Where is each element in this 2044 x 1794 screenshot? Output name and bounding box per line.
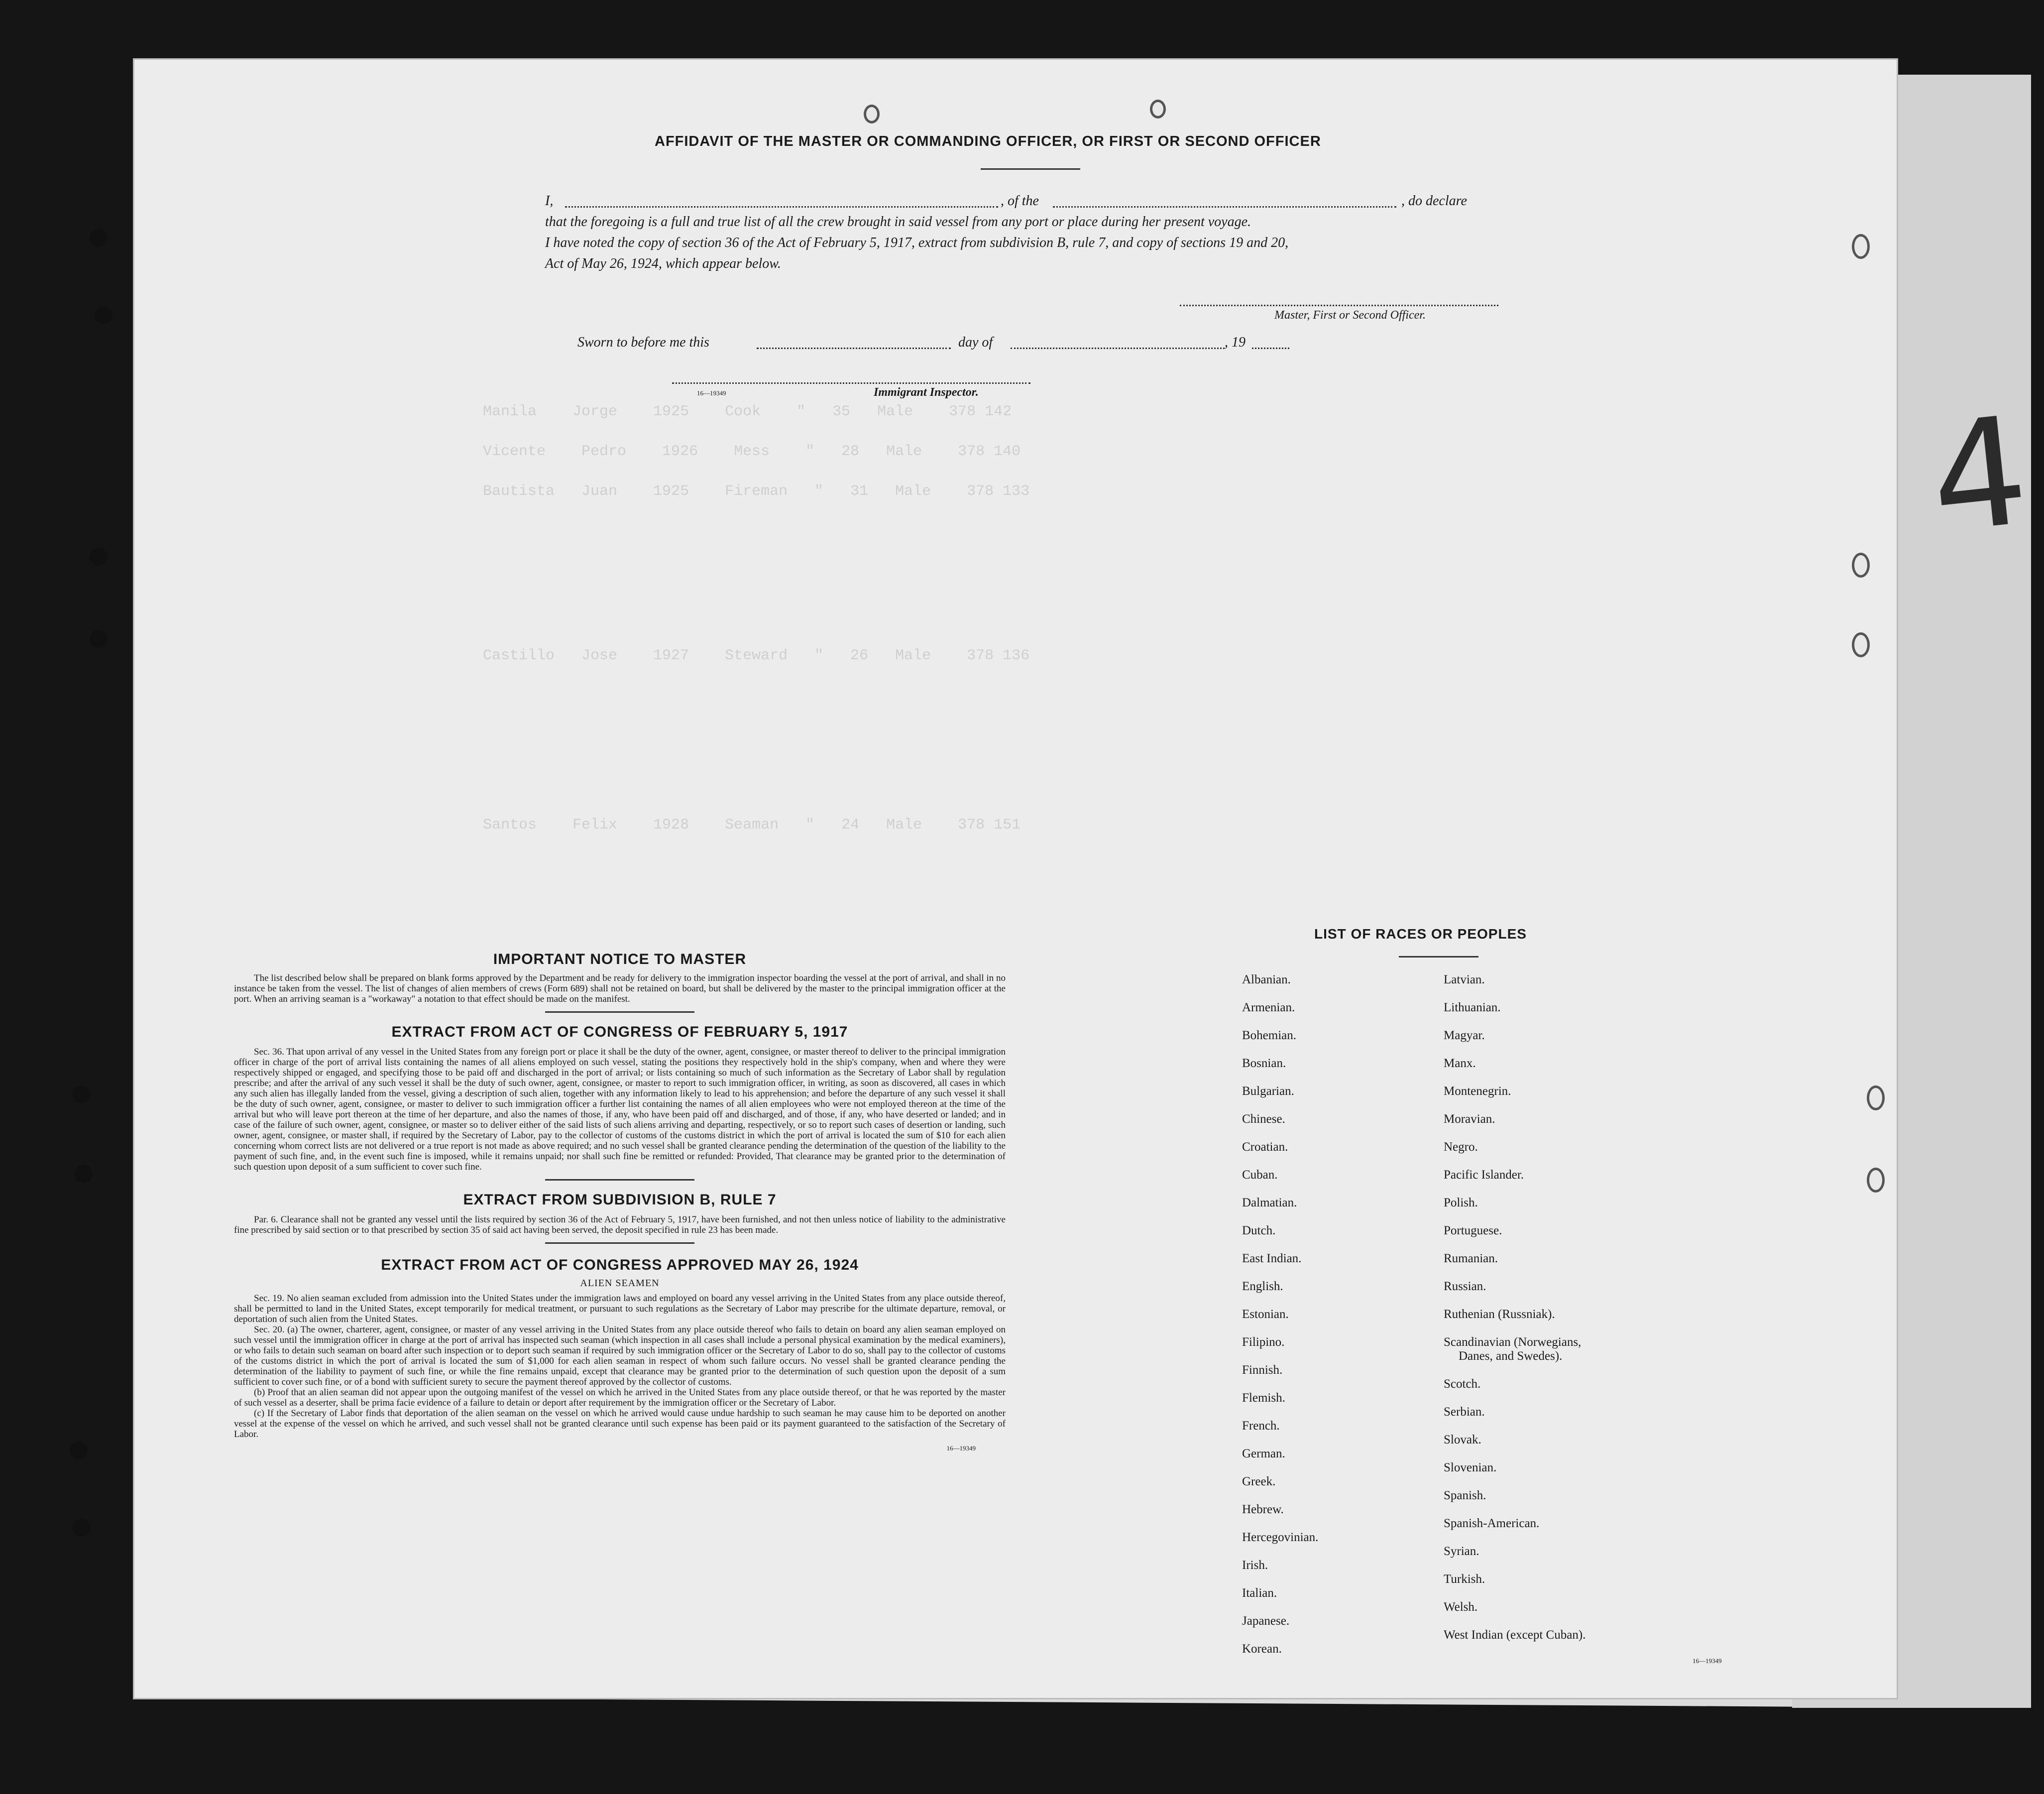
punch-hole bbox=[1150, 100, 1166, 119]
race-item: Croatian. bbox=[1242, 1140, 1288, 1154]
divider bbox=[545, 1179, 694, 1181]
race-item: Finnish. bbox=[1242, 1363, 1283, 1377]
punch-hole bbox=[1852, 553, 1870, 578]
race-item: Cuban. bbox=[1242, 1168, 1278, 1182]
race-item: Welsh. bbox=[1444, 1600, 1478, 1614]
extract-1917-title: EXTRACT FROM ACT OF CONGRESS OF FEBRUARY 5, 1917 bbox=[391, 1024, 848, 1040]
notice-title: IMPORTANT NOTICE TO MASTER bbox=[493, 951, 747, 967]
extract-1917-body: Sec. 36. That upon arrival of any vessel in the United States from any foreign port or place it shall be the duty of the owner, agent, consignee, or master thereof to deliver to the principal immigration officer in charge of the port of arrival lists containing the names of all aliens employed on such vessel, stating the positions they respectively hold in the ship's company, when and where they were respectively shipped or engaged, and specifying those to be paid off and discharged in the port of arrival; or lists containing so much of such information as the Secretary of Labor shall by regulation prescribe; and after the arrival of any such vessel it shall be the duty of such owner, agent, consignee, or master to report to such immigration officer, in writing, as soon as discovered, all cases in which any such alien has illegally landed from the vessel, giving a description of such alien, together with any information likely to lead to his apprehension; and before the departure of any such vessel it shall be the duty of such owner, agent, consignee, or master to deliver to such immigration officer a further list containing the names of all alien employees who were not employed thereon at the time of the arrival but who will leave port thereon at the time of her departure, and also the names of those, if any, who have been paid off and discharged, and of those, if any, who have deserted or landed; and in case of the failure of such owner, agent, consignee, or master so to deliver either of the said lists of such aliens arriving and departing, respectively, or so to report such cases of desertion or landing, such owner, agent, consignee, or master shall, if required by the Secretary of Labor, pay to the collector of customs of the customs district in which the port of arrival is located the sum of $10 for each alien concerning whom correct lists are not delivered or a true report is not made as above required; and no such vessel shall be granted clearance pending the determination of the question of the liability to the payment of such fine, and, in the event such fine is imposed, while it remains unpaid; nor shall such fine be remitted or refunded: Provided, That clearance may be granted prior to the determination of such question upon deposit of a sum sufficient to cover such fine. bbox=[234, 1047, 1006, 1172]
inspector-label: Immigrant Inspector. bbox=[874, 386, 979, 399]
race-item: Filipino. bbox=[1242, 1335, 1285, 1349]
form-number: 16—19349 bbox=[697, 389, 726, 397]
race-item: East Indian. bbox=[1242, 1252, 1302, 1265]
sworn-label: Sworn to before me this bbox=[577, 335, 709, 350]
sec20a-body: Sec. 20. (a) The owner, charterer, agent, consignee, or master of any vessel arriving in the United States from any place outside thereof who fails to detain on board any alien seaman employed on such vessel until the immigration officer in charge at the port of arrival has inspected such seaman (which inspection in all cases shall include a personal physical examination by the medical examiners), or who fails to detain such seaman on board after such inspection or to deport such seaman if required by such immigration officer or the Secretary of Labor to do so, shall pay to the collector of customs of the customs district in which the port of arrival is located the sum of $1,000 for each alien seaman in respect of whom such failure occurs. No vessel shall be granted clearance pending the determination of the liability to payment of such fine, or while the fine remains unpaid, except that clearance may be granted prior to the determination of such question upon the deposit of a sum sufficient to cover such fine, or of a bond with sufficient surety to secure the payment thereof approved by the collector of customs. bbox=[234, 1324, 1006, 1387]
race-item: Dutch. bbox=[1242, 1224, 1276, 1237]
race-item: Scotch. bbox=[1444, 1377, 1481, 1391]
race-item: Moravian. bbox=[1444, 1112, 1495, 1126]
race-item: Scandinavian (Norwegians, bbox=[1444, 1335, 1582, 1349]
extract-1924-title: EXTRACT FROM ACT OF CONGRESS APPROVED MAY 26, 1924 bbox=[381, 1257, 859, 1273]
punch-hole bbox=[1852, 234, 1870, 259]
signature-label: Master, First or Second Officer. bbox=[1274, 309, 1426, 322]
race-item: Estonian. bbox=[1242, 1308, 1289, 1321]
sworn-year-field[interactable] bbox=[1252, 348, 1289, 349]
race-item: Slovak. bbox=[1444, 1433, 1481, 1446]
race-item: Japanese. bbox=[1242, 1614, 1290, 1628]
binder-hole bbox=[72, 1085, 90, 1103]
race-item: Portuguese. bbox=[1444, 1224, 1502, 1237]
race-item: Italian. bbox=[1242, 1586, 1277, 1600]
races-left-column bbox=[1242, 966, 1318, 1663]
notice-body: The list described below shall be prepared on blank forms approved by the Department and be ready for delivery to the immigration inspector boarding the vessel at the port of arrival, and shall in no instance be taken from the vessel. The list of changes of alien members of crews (Form 689) shall not be retained on board, but shall be delivered by the master to the principal immigration officer at the port. When an arriving seaman is a "workaway" a notation to that effect should be made on the manifest. bbox=[234, 973, 1006, 1004]
divider bbox=[545, 1011, 694, 1013]
race-item: Rumanian. bbox=[1444, 1252, 1498, 1265]
form-number: 16—19349 bbox=[946, 1444, 976, 1452]
signature-field[interactable] bbox=[1180, 305, 1498, 306]
race-item: Montenegrin. bbox=[1444, 1084, 1511, 1098]
sec20c-body: (c) If the Secretary of Labor finds that deportation of the alien seaman on the vessel on which he arrived would cause undue hardship to such seaman he may cause him to be deported on another vessel at the expense of the vessel on which he arrived, and such vessel shall not be granted clearance until such expense has been paid or its payment guaranteed to the satisfaction of the Secretary of Labor. bbox=[234, 1408, 1006, 1439]
race-item: Serbian. bbox=[1444, 1405, 1485, 1419]
race-item: German. bbox=[1242, 1447, 1285, 1460]
subdivision-b-body: Par. 6. Clearance shall not be granted any vessel until the lists required by section 36 of the Act of February 5, 1917, have been furnished, and not then unless notice of liability to the administrative fine prescribed by said section or to that prescribed by section 35 of said act having been served, the deposit specified in rule 23 has been made. bbox=[234, 1214, 1006, 1235]
race-item: Polish. bbox=[1444, 1196, 1478, 1209]
race-item: Flemish. bbox=[1242, 1391, 1285, 1405]
binder-hole bbox=[90, 630, 108, 648]
race-item: Hebrew. bbox=[1242, 1503, 1284, 1516]
subdivision-b-title: EXTRACT FROM SUBDIVISION B, RULE 7 bbox=[463, 1192, 777, 1208]
divider bbox=[1399, 956, 1478, 957]
affidavit-line1 bbox=[545, 193, 1521, 213]
document-page: Manila Jorge 1925 Cook " 35 Male 378 142 Vicente Pedro 1926 Mess " 28 Male 378 140 Bautista Juan 1925 Fireman " 31 Male 378 133 Castillo Jose 1927 Steward " 26 Male 378 136 Santos Felix 1928 Seaman " 24 Male 378 151 AFFIDAVIT OF THE MASTER OR COMMANDING OFFICER, OR FIRST OR SECOND OFFICER I, , of the , do declare that the foregoing is a full and true list of all the crew brought in said vessel from any port or place during her present voyage. I have noted the copy of section 36 of the Act of February 5, 1917, extract from subdivision B, rule 7, and copy of sections 19 and 20, Act of May 26, 1924, which appear below. Master, First or Second Officer. Sworn to before me this day of , 19 16—19349 Immigrant Inspector. IMPORTANT NOTICE TO MASTER The list described below shall be prepared on blank forms approved by the Department and be ready for delivery to the immigration inspector boarding the vessel at the port of arrival, and shall in no instance be taken from the vessel. The list of changes of alien members of crews (Form 689) shall not be retained on board, but shall be delivered by the master to the principal immigration officer at the port. When an arriving seaman is a "workaway" a notation to that effect should be made on the manifest. EXTRACT FROM ACT OF CONGRESS OF FEBRUARY 5, 1917 Sec. 36. That upon arrival of any vessel in the United States from any foreign port or place it shall be the duty of the owner, agent, consignee, or master thereof to deliver to the principal immigration officer in charge of the port of arrival lists containing the names of all aliens employed on such vessel, stating the positions they respectively hold in the ship's company, when and where they were respectively shipped or engaged, and specifying those to be paid off and discharged in the port of arrival; or lists containing so much of such information as the Secretary of Labor shall by regulation prescribe; and after the arrival of any such vessel it shall be the duty of such owner, agent, consignee, or master to report to such immigration officer, in writing, as soon as discovered, all cases in which any such alien has illegally landed from the vessel, giving a description of such alien, together with any information likely to lead to his apprehension; and before the departure of any such vessel it shall be the duty of such owner, agent, consignee, or master to deliver to such immigration officer a further list containing the names of all alien employees who were not employed thereon at the time of the arrival but who will leave port thereon at the time of her departure, and also the names of those, if any, who have been paid off and discharged, and of those, if any, who have deserted or landed; and in case of the failure of such owner, agent, consignee, or master so to deliver either of the said lists of such aliens arriving and departing, respectively, or so to report such cases of desertion or landing, such owner, agent, consignee, or master shall, if required by the Secretary of Labor, pay to the collector of customs of the customs district in which the port of arrival is located the sum of $10 for each alien concerning whom correct lists are not delivered or a true report is not made as above required; and no such vessel shall be granted clearance pending the determination of the question of the liability to the payment of such fine, and, in the event such fine is imposed, while it remains unpaid; nor shall such fine be remitted or refunded: Provided, That clearance may be granted prior to the determination of such question upon deposit of a sum sufficient to cover such fine. EXTRACT FROM SUBDIVISION B, RULE 7 Par. 6. Clearance shall not be granted any vessel until the lists required by section 36 of the Act of February 5, 1917, have been furnished, and not then unless notice of liability to the administrative fine prescribed by said section or to that prescribed by section 35 of said act having been served, the deposit specified in rule 23 has been made. EXTRACT FROM ACT OF CONGRESS APPROVED MAY 26, 1924 ALIEN SEAMEN Sec. 19. No alien seaman excluded from admission into the United States under the immigration laws and employed on board any vessel arriving in the United States from any place outside thereof, shall be permitted to land in the United States, except temporarily for medical treatment, or pursuant to such regulations as the Secretary of Labor may prescribe for the ultimate departure, removal, or deportation of such alien from the United States. Sec. 20. (a) The owner, charterer, agent, consignee, or master of any vessel arriving in the United States from any place outside thereof who fails to detain on board any alien seaman employed on such vessel until the immigration officer in charge at the port of arrival has inspected such seaman (which inspection in all cases shall include a personal physical examination by the medical examiners), or who fails to detain such seaman on board after such inspection or to deport such seaman if required by such immigration officer or the Secretary of Labor to do so, shall pay to the collector of customs of the customs district in which the port of arrival is located the sum of $1,000 for each alien seaman in respect of whom such failure occurs. No vessel shall be granted clearance pending the determination of the liability to payment of such fine, or while the fine remains unpaid, except that clearance may be granted prior to the determination of such question upon the deposit of a sum sufficient to cover such fine, or of a bond with sufficient surety to secure the payment thereof approved by the collector of customs. (b) Proof that an alien seaman did not appear upon the outgoing manifest of the vessel on which he arrived in the United States from any place outside thereof, or that he was reported by the master of such vessel as a deserter, shall be prima facie evidence of a failure to detain or deport after requirement by the immigration officer or the Secretary of Labor. (c) If the Secretary of Labor finds that deportation of the alien seaman on the vessel on which he arrived would cause undue hardship to such seaman he may cause him to be deported on another vessel at the expense of the vessel on which he arrived, and such vessel shall not be granted clearance until such expense has been paid or its payment guaranteed to the satisfaction of the Secretary of Labor. 16—19349 LIST OF RACES OR PEOPLES Albanian. Armenian. Bohemian. Bosnian. Bulgarian. Chinese. Croatian. Cuban. Dalmatian. Dutch. East Indian. English. Estonian. Filipino. Finnish. Flemish. French. German. Greek. Hebrew. Hercegovinian. Irish. Italian. Japanese. Korean. Latvian. Lithuanian. Magyar. Manx. Montenegrin. Moravian. Negro. Pacific Islander. Polish. Portuguese. Rumanian. Russian. Ruthenian (Russniak). Scandinavian (Norwegians, Danes, and Swedes). Scotch. Serbian. Slovak. Slovenian. Spanish. Spanish-American. Syrian. Turkish. Welsh. West Indian (except Cuban). 16—19349 bbox=[134, 60, 1897, 1698]
race-item: Syrian. bbox=[1444, 1545, 1479, 1558]
race-item: Russian. bbox=[1444, 1280, 1486, 1293]
race-item: Spanish-American. bbox=[1444, 1517, 1540, 1530]
race-item: Bosnian. bbox=[1242, 1057, 1286, 1070]
i-label: I, bbox=[545, 193, 554, 209]
race-item: Spanish. bbox=[1444, 1489, 1486, 1502]
race-item: Danes, and Swedes). bbox=[1459, 1349, 1563, 1363]
race-item: Pacific Islander. bbox=[1444, 1168, 1524, 1182]
binder-hole bbox=[70, 1441, 88, 1459]
affidavit-line4: Act of May 26, 1924, which appear below. bbox=[545, 256, 781, 271]
race-item: Negro. bbox=[1444, 1140, 1478, 1154]
day-of-label: day of bbox=[958, 335, 993, 350]
race-item: Albanian. bbox=[1242, 973, 1291, 986]
races-title: LIST OF RACES OR PEOPLES bbox=[1314, 926, 1527, 942]
binder-hole bbox=[90, 229, 108, 247]
race-item: Latvian. bbox=[1444, 973, 1485, 986]
race-item: West Indian (except Cuban). bbox=[1444, 1628, 1586, 1642]
race-item: Irish. bbox=[1242, 1558, 1268, 1572]
vessel-field[interactable] bbox=[1053, 206, 1396, 208]
divider bbox=[981, 168, 1080, 170]
do-declare-label: , do declare bbox=[1401, 193, 1467, 209]
race-item: Slovenian. bbox=[1444, 1461, 1497, 1474]
race-item: Magyar. bbox=[1444, 1029, 1485, 1042]
race-item: French. bbox=[1242, 1419, 1280, 1433]
race-item: Korean. bbox=[1242, 1642, 1282, 1656]
punch-hole bbox=[1867, 1168, 1885, 1193]
race-item: Turkish. bbox=[1444, 1572, 1485, 1586]
race-item: Lithuanian. bbox=[1444, 1001, 1501, 1014]
sworn-month-field[interactable] bbox=[1011, 348, 1225, 349]
pencil-mark: 4 bbox=[1923, 383, 2036, 567]
punch-hole bbox=[1852, 632, 1870, 657]
name-field[interactable] bbox=[565, 206, 998, 208]
binder-hole bbox=[72, 1519, 90, 1537]
sworn-day-field[interactable] bbox=[757, 348, 951, 349]
affidavit-line3: I have noted the copy of section 36 of the Act of February 5, 1917, extract from subdivision B, rule 7, and copy of sections 19 and 20, bbox=[545, 235, 1289, 250]
race-item: Greek. bbox=[1242, 1475, 1276, 1488]
race-item: Dalmatian. bbox=[1242, 1196, 1297, 1209]
punch-hole bbox=[864, 105, 880, 123]
inspector-signature-field[interactable] bbox=[672, 382, 1030, 384]
year-label: , 19 bbox=[1225, 335, 1246, 350]
binder-hole bbox=[75, 1165, 93, 1183]
sec20b-body: (b) Proof that an alien seaman did not appear upon the outgoing manifest of the vessel on which he arrived in the United States from any place outside thereof, or that he was reported by the master of such vessel as a deserter, shall be prima facie evidence of a failure to detain or deport after requirement by the immigration officer or the Secretary of Labor. bbox=[234, 1387, 1006, 1408]
form-number: 16—19349 bbox=[1693, 1657, 1722, 1665]
divider bbox=[545, 1242, 694, 1244]
of-the-label: , of the bbox=[1001, 193, 1039, 209]
binder-hole bbox=[90, 548, 108, 566]
affidavit-title: AFFIDAVIT OF THE MASTER OR COMMANDING OFFICER, OR FIRST OR SECOND OFFICER bbox=[655, 133, 1321, 149]
race-item: Hercegovinian. bbox=[1242, 1531, 1319, 1544]
races-right-column bbox=[1444, 966, 1586, 1649]
race-item: Bulgarian. bbox=[1242, 1084, 1294, 1098]
race-item: Bohemian. bbox=[1242, 1029, 1297, 1042]
sec19-body: Sec. 19. No alien seaman excluded from admission into the United States under the immigration laws and employed on board any vessel arriving in the United States from any place outside thereof, shall be permitted to land in the United States, except temporarily for medical treatment, or pursuant to such regulations as the Secretary of Labor may prescribe for the ultimate departure, removal, or deportation of such alien from the United States. bbox=[234, 1293, 1006, 1324]
binder-hole bbox=[95, 306, 113, 324]
race-item: Armenian. bbox=[1242, 1001, 1295, 1014]
alien-seamen-subtitle: ALIEN SEAMEN bbox=[580, 1278, 660, 1289]
race-item: Manx. bbox=[1444, 1057, 1476, 1070]
affidavit-line2: that the foregoing is a full and true list of all the crew brought in said vessel from any port or place during her present voyage. bbox=[545, 214, 1251, 230]
punch-hole bbox=[1867, 1085, 1885, 1110]
race-item: Ruthenian (Russniak). bbox=[1444, 1308, 1555, 1321]
race-item: Chinese. bbox=[1242, 1112, 1285, 1126]
race-item: English. bbox=[1242, 1280, 1283, 1293]
left-column bbox=[234, 951, 1006, 1452]
